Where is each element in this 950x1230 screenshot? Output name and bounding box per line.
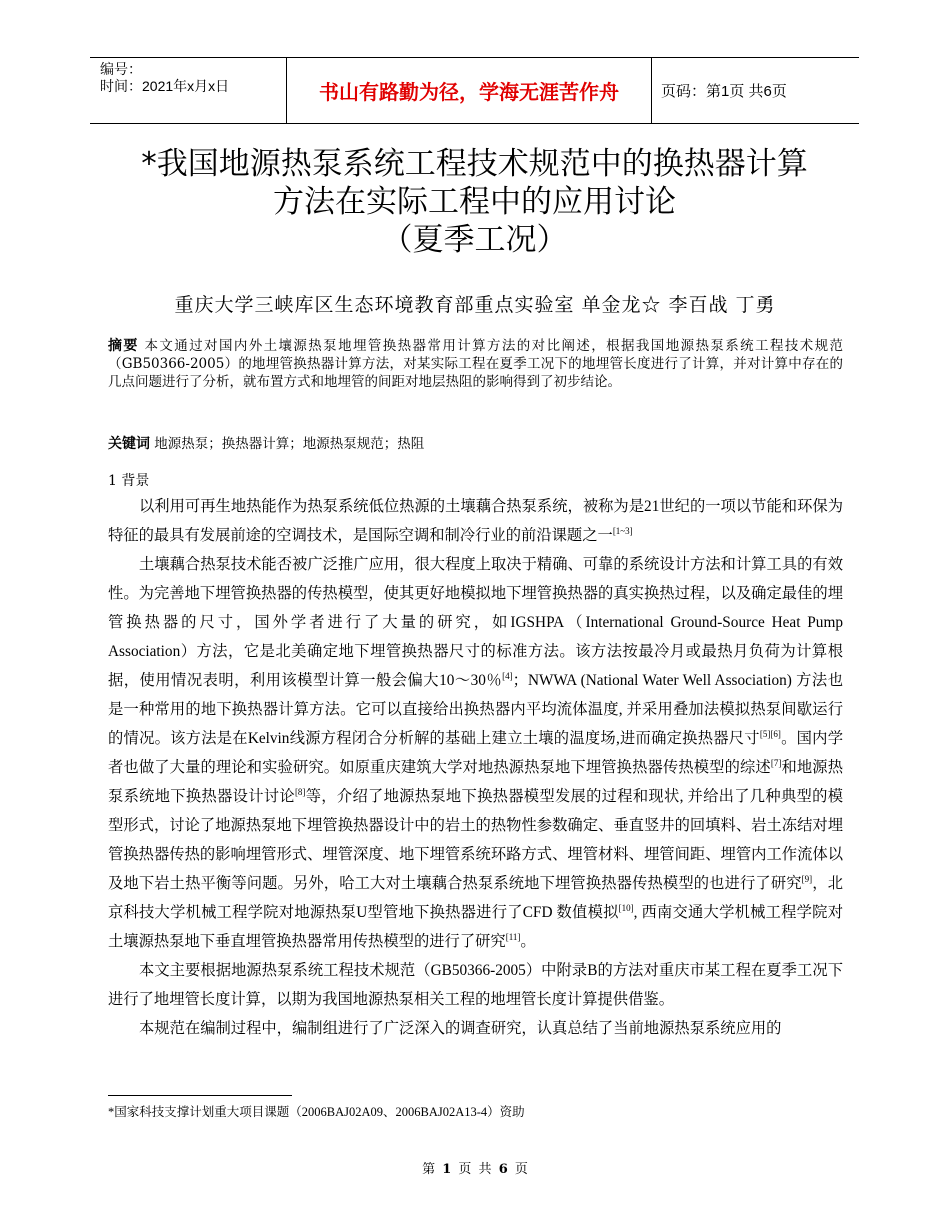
abstract-label: 摘要 [108,338,139,354]
paragraph-2-text-f: ，北京科技大学机械工程学院对地源热泵U型管地下换热器进行了CFD 数值模拟 [108,875,843,921]
keywords-text: 地源热泵；换热器计算；地源热泵规范；热阻 [154,436,425,452]
paragraph-2-text-e: 等，介绍了地源热泵地下换热器模型发展的过程和现状, 并给出了几种典型的模型形式，讨论了地源热泵地下埋管换热器设计中的岩土的热物性参数确定、垂直竖井的回填料、岩土冻结对埋管换热器传热的影响埋管形式、埋管深度、地下埋管系统环路方式、埋管材料、埋管间距、埋管内工作流体以及地下岩土热平衡等问题。另外，哈工大对土壤藕合热泵系统地下埋管换热器传热模型的也进行了研究 [108,788,843,892]
paragraph-3: 本文主要根据地源热泵系统工程技术规范（GB50366-2005）中附录B的方法对重庆市某工程在夏季工况下进行了地埋管长度计算，以期为我国地源热泵相关工程的地埋管长度计算提供借鉴。 [108,962,843,1008]
body-text [108,492,843,1043]
document-number-label: 编号： [100,61,142,77]
keywords-label: 关键词 [108,436,150,452]
keywords [108,432,424,453]
paragraph-2-text-d: 和地源热泵系统地下换热器设计讨论 [108,759,843,805]
title-line-2: 方法在实际工程中的应用讨论 [273,184,676,220]
authors: 重庆大学三峡库区生态环境教育部重点实验室 单金龙☆ 李百战 丁勇 [174,294,776,316]
citation: [5][6] [759,729,781,739]
document-time-label: 时间：2021年x月x日 [100,78,230,94]
header-meta [90,58,286,123]
paragraph-1-text: 以利用可再生地热能作为热泵系统低位热源的土壤藕合热泵系统，被称为是21世纪的一项以节能和环保为特征的最具有发展前途的空调技术，是国际空调和制冷行业的前沿课题之一 [108,498,843,544]
title-line-1: *我国地源热泵系统工程技术规范中的换热器计算 [141,146,808,182]
paragraph-1 [108,492,843,550]
citation: [8] [294,787,306,797]
paragraph-2-text-b: ；NWWA (National Water Well Association) 方法也是一种常用的地下换热器计算方法。它可以直接给出换热器内平均流体温度, 并采用叠加法模拟热泵间歇运行的情况。该方法是在Kelvin线源方程闭合分析解的基础上建立土壤的温度场,进而确定换热器尺寸 [108,672,843,747]
paragraph-2-text-c: 。国内学者也做了大量的理论和实验研究。如原重庆建筑大学对地热源热泵地下埋管换热器传热模型的综述 [108,730,843,776]
footnote: *国家科技支撑计划重大项目课题（2006BAJ02A09、2006BAJ02A13-4）资助 [108,1105,525,1119]
paragraph-2-text-a: 土壤藕合热泵技术能否被广泛推广应用，很大程度上取决于精确、可靠的系统设计方法和计算工具的有效性。为完善地下埋管换热器的传热模型，使其更好地模拟地下埋管换热器的真实换热过程，以及确定最佳的埋管换热器的尺寸，国外学者进行了大量的研究，如IGSHPA（International Ground-Source Heat Pump Association）方法，它是北美确定地下埋管换热器尺寸的标准方法。该方法按最冷月或最热月负荷为计算根据，使用情况表明，利用该模型计算一般会偏大10～30％ [108,556,843,689]
header-motto: 书山有路勤为径，学海无涯苦作舟 [286,58,652,123]
abstract [108,337,843,391]
page-number [0,1158,950,1177]
citation: [7] [770,758,782,768]
page-number-mid: 页 共 [458,1162,492,1177]
paragraph-2-text-h: 。 [520,933,536,950]
page-number-pre: 第 [422,1162,436,1177]
page-number-total: 6 [498,1162,508,1177]
paragraph-4: 本规范在编制过程中，编制组进行了广泛深入的调查研究，认真总结了当前地源热泵系统应用的 [139,1020,782,1037]
citation: [11] [505,932,521,942]
paragraph-2 [108,550,843,956]
header-page-info: 页码：第1页 共6页 [661,83,787,100]
page-header [90,57,859,124]
footnote-divider [108,1095,292,1096]
document-title [90,145,859,259]
section-heading: 1 背景 [108,473,150,489]
citation: [10] [618,903,634,913]
citation: [4] [502,671,513,681]
title-line-3: （夏季工况） [381,222,568,258]
citation: [1~3] [612,526,633,536]
page-number-current: 1 [442,1162,452,1177]
page-number-post: 页 [514,1162,528,1177]
abstract-text: 本文通过对国内外土壤源热泵地埋管换热器常用计算方法的对比阐述，根据我国地源热泵系统工程技术规范（GB50366-2005）的地埋管换热器计算方法，对某实际工程在夏季工况下的地埋管长度进行了计算，并对计算中存在的几点问题进行了分析，就布置方式和地埋管的间距对地层热阻的影响得到了初步结论。 [108,338,844,390]
citation: [9] [801,874,813,884]
paragraph-2-text-g: , 西南交通大学机械工程学院对土壤源热泵地下垂直埋管换热器常用传热模型的进行了研究 [108,904,843,950]
